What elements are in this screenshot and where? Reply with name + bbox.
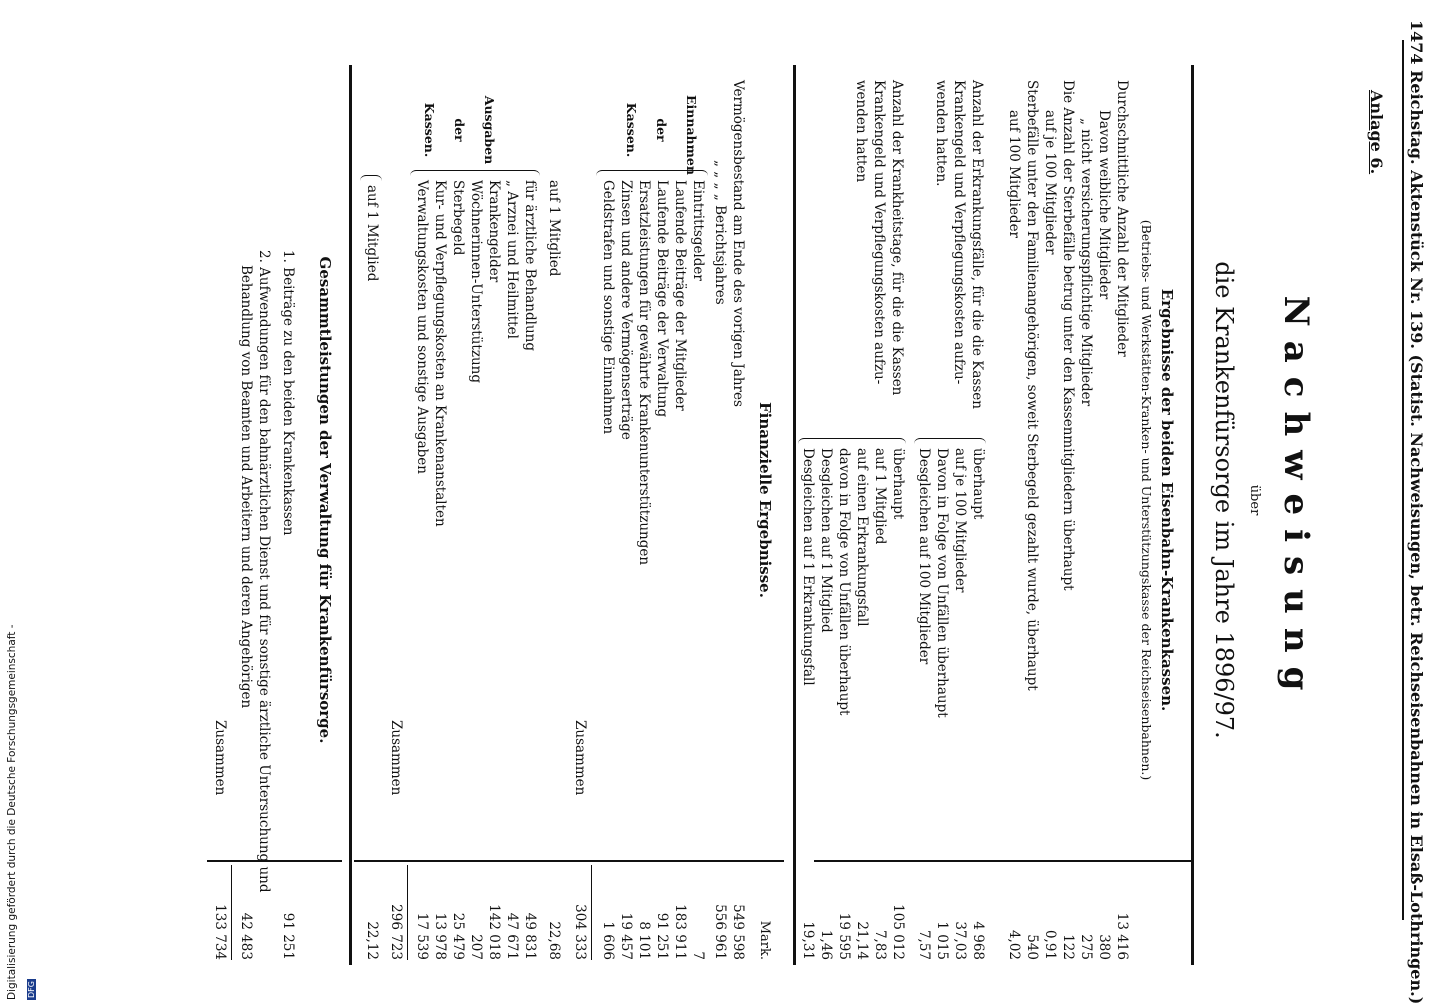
krankheitstage-row-2-label: auf einen Erkrankungsfall — [854, 448, 870, 627]
einnahmen-per-member-label: auf 1 Mitglied — [546, 180, 562, 277]
einnahmen-row-3-label: Ersatzleistungen für gewährte Krankenunterstützungen — [636, 180, 652, 566]
value-column-rule — [814, 860, 1194, 862]
krankheitstage-row-4-label: Desgleichen auf 1 Mitglied — [818, 448, 834, 633]
erkrankung-group-label: Anzahl der Erkrankungsfälle, für die die Kassen Krankengeld und Verpflegungskosten aufzu- wenden hatten. — [933, 80, 985, 409]
einnahmen-row-2-value: 91 251 — [654, 912, 670, 960]
erkrankung-row-2-label: Davon in Folge von Unfällen überhaupt — [934, 448, 950, 718]
krankheitstage-row-4-value: 1,46 — [818, 929, 834, 960]
section-subtitle-1: (Betriebs- und Werkstätten-Kranken- und Unterstützungskasse der Reichseisenbahnen.) — [1139, 219, 1154, 781]
s1-row-1-label: Davon weibliche Mitglieder — [1096, 110, 1112, 300]
brace-ausgaben — [410, 170, 540, 177]
s1-row-5-value: 540 — [1024, 934, 1040, 960]
einnahmen-total-value: 304 333 — [572, 904, 588, 960]
vermoegen-row-0-label: Vermögensbestand am Ende des vorigen Jahres — [730, 80, 746, 407]
page-header: 1474 Reichstag. Aktenstück Nr. 139. (Statist. Nachweisungen, betr. Reichseisenbahnen in Elsaß-Lothringen.) — [1407, 20, 1426, 1004]
einnahmen-sum-rule — [591, 865, 592, 960]
ausgaben-row-3-value: 207 — [468, 934, 484, 960]
krankheitstage-row-5-label: Desgleichen auf 1 Erkrankungsfall — [800, 448, 816, 686]
erkrankung-row-0-label: überhaupt — [970, 448, 986, 520]
document-subtitle: die Krankenfürsorge im Jahre 1896/97. — [1210, 261, 1238, 739]
ausgaben-per-member-label: auf 1 Mitglied — [364, 185, 380, 282]
krankheitstage-row-0-label: überhaupt — [890, 448, 906, 520]
side-credit — [0, 605, 36, 1000]
erkrankung-row-1-label: auf je 100 Mitglieder — [952, 448, 968, 593]
einnahmen-row-0-value: 7 — [690, 951, 706, 960]
ausgaben-row-2-label: Krankengelder — [486, 180, 502, 283]
section-title-3: Gesammtleistungen der Verwaltung für Krankenfürsorge. — [316, 256, 334, 744]
s1-row-5-label: Sterbefälle unter den Familienangehörigen, soweit Sterbegeld gezahlt wurde, überhaupt — [1024, 80, 1040, 691]
section-title-2: Finanzielle Ergebnisse. — [756, 402, 774, 598]
erkrankung-row-1-value: 37,03 — [952, 921, 968, 960]
krankheitstage-row-5-value: 19,31 — [800, 921, 816, 960]
vermoegen-row-1-value: 556 961 — [712, 904, 728, 960]
ausgaben-row-6-value: 17 539 — [414, 912, 430, 960]
s1-row-6-value: 4,02 — [1006, 929, 1022, 960]
s3-row-2-label: 2. Aufwendungen für den bahnärztlichen Dienst und für sonstige ärztliche Untersuchung und — [256, 250, 272, 893]
erkrankung-row-3-value: 7,57 — [916, 929, 932, 960]
krankheitstage-row-1-label: auf 1 Mitglied — [872, 448, 888, 545]
einnahmen-row-2-label: Laufende Beiträge der Verwaltung — [654, 180, 670, 418]
s1-row-0-label: Durchschnittliche Anzahl der Mitglieder — [1114, 80, 1130, 357]
value-column-rule-2 — [354, 860, 784, 862]
ausgaben-row-2-value: 142 018 — [486, 904, 502, 960]
krankheitstage-row-2-value: 21,14 — [854, 921, 870, 960]
einnahmen-row-1-label: Laufende Beiträge der Mitglieder — [672, 180, 688, 411]
s1-row-4-label: auf je 100 Mitglieder — [1042, 110, 1058, 255]
annex-label: Anlage 6. — [1367, 90, 1386, 175]
header-rule — [1402, 40, 1404, 920]
section-title-1: Ergebnisse der beiden Eisenbahn-Krankenkassen. — [1158, 288, 1176, 712]
s1-row-2-label: „ nicht versicherungspflichtige Mitglieder — [1078, 118, 1094, 407]
section2-bottom-rule — [349, 65, 352, 965]
brace-krankheitstage — [798, 438, 906, 445]
section1-bottom-rule — [793, 65, 796, 965]
ausgaben-row-0-label: für ärztliche Behandlung — [522, 180, 538, 351]
einnahmen-row-5-value: 1 606 — [600, 921, 616, 960]
ausgaben-row-4-label: Sterbegeld — [450, 180, 466, 256]
s1-row-4-value: 0,91 — [1042, 929, 1058, 960]
ausgaben-row-5-value: 13 978 — [432, 912, 448, 960]
document-title: Nachweisung — [1276, 295, 1316, 705]
vermoegen-row-1-label: „ „ „ „ Berichtsjahres — [712, 160, 728, 305]
einnahmen-row-0-label: Eintrittsgelder — [690, 180, 706, 281]
value-column-rule-3 — [207, 860, 342, 862]
s1-row-6-label: auf 100 Mitglieder — [1006, 110, 1022, 239]
s1-row-1-value: 380 — [1096, 934, 1112, 960]
s1-row-2-value: 275 — [1078, 934, 1094, 960]
ausgaben-group-label: Ausgaben der Kassen. — [422, 95, 497, 165]
s3-row-1-label: 1. Beiträge zu den beiden Krankenkassen — [280, 250, 296, 536]
table-top-rule — [1191, 65, 1194, 965]
ausgaben-row-1-value: 47 671 — [504, 912, 520, 960]
einnahmen-row-1-value: 183 911 — [672, 904, 688, 960]
krankheitstage-row-3-value: 19 595 — [836, 912, 852, 960]
einnahmen-row-3-value: 8 101 — [636, 921, 652, 960]
ausgaben-sum-rule — [407, 865, 408, 960]
brace-ausgaben-per-member — [360, 175, 382, 182]
ausgaben-total-label: Zusammen — [388, 720, 404, 796]
vermoegen-row-0-value: 549 598 — [730, 904, 746, 960]
s1-row-3-value: 122 — [1060, 934, 1076, 960]
erkrankung-row-3-label: Desgleichen auf 100 Mitglieder — [916, 448, 932, 665]
erkrankung-row-2-value: 1 015 — [934, 921, 950, 960]
s1-row-0-value: 13 416 — [1114, 912, 1130, 960]
s3-row-1-value: 91 251 — [280, 912, 296, 960]
s3-sum-rule — [231, 865, 232, 960]
subtitle-over: über — [1247, 484, 1262, 516]
ausgaben-row-5-label: Kur- und Verpflegungskosten an Krankenanstalten — [432, 180, 448, 527]
brace-einnahmen — [596, 170, 708, 177]
dfg-logo: DFG — [27, 981, 36, 998]
s3-total-label: Zusammen — [212, 720, 228, 796]
einnahmen-row-4-label: Zinsen und andere Vermögenserträge — [618, 180, 634, 440]
ausgaben-row-6-label: Verwaltungskosten und sonstige Ausgaben — [414, 180, 430, 474]
einnahmen-total-label: Zusammen — [572, 720, 588, 796]
einnahmen-group-label: Einnahmen der Kassen. — [624, 95, 699, 175]
einnahmen-row-4-value: 19 457 — [618, 912, 634, 960]
krankheitstage-group-label: Anzahl der Krankheitstage, für die die Kassen Krankengeld und Verpflegungskosten aufzu- wenden hatten — [853, 80, 905, 396]
ausgaben-row-4-value: 25 479 — [450, 912, 466, 960]
s3-total-value: 133 734 — [212, 904, 228, 960]
unit-label: Mark. — [757, 920, 772, 960]
credit-text: Digitalisierung gefördert durch die Deutsche Forschungsgemeinschaft - — [6, 624, 18, 1000]
s3-row-3-label: Behandlung von Beamten und Arbeitern und deren Angehörigen — [238, 265, 254, 709]
erkrankung-row-0-value: 4 968 — [970, 921, 986, 960]
ausgaben-row-0-value: 49 831 — [522, 912, 538, 960]
brace-erkrankung — [914, 438, 986, 445]
ausgaben-total-value: 296 723 — [388, 904, 404, 960]
krankheitstage-row-3-label: davon in Folge von Unfällen überhaupt — [836, 448, 852, 716]
einnahmen-per-member-value: 22,68 — [546, 921, 562, 960]
ausgaben-row-3-label: Wöchnerinnen-Unterstützung — [468, 180, 484, 383]
ausgaben-row-1-label: „ Arznei und Heilmittel — [504, 180, 520, 339]
s1-row-3-label: Die Anzahl der Sterbefälle betrug unter den Kassenmitgliedern überhaupt — [1060, 80, 1076, 591]
ausgaben-per-member-value: 22,12 — [364, 921, 380, 960]
krankheitstage-row-0-value: 105 012 — [890, 904, 906, 960]
krankheitstage-row-1-value: 7,83 — [872, 929, 888, 960]
einnahmen-row-5-label: Geldstrafen und sonstige Einnahmen — [600, 180, 616, 435]
s3-row-3-value: 42 483 — [238, 912, 254, 960]
